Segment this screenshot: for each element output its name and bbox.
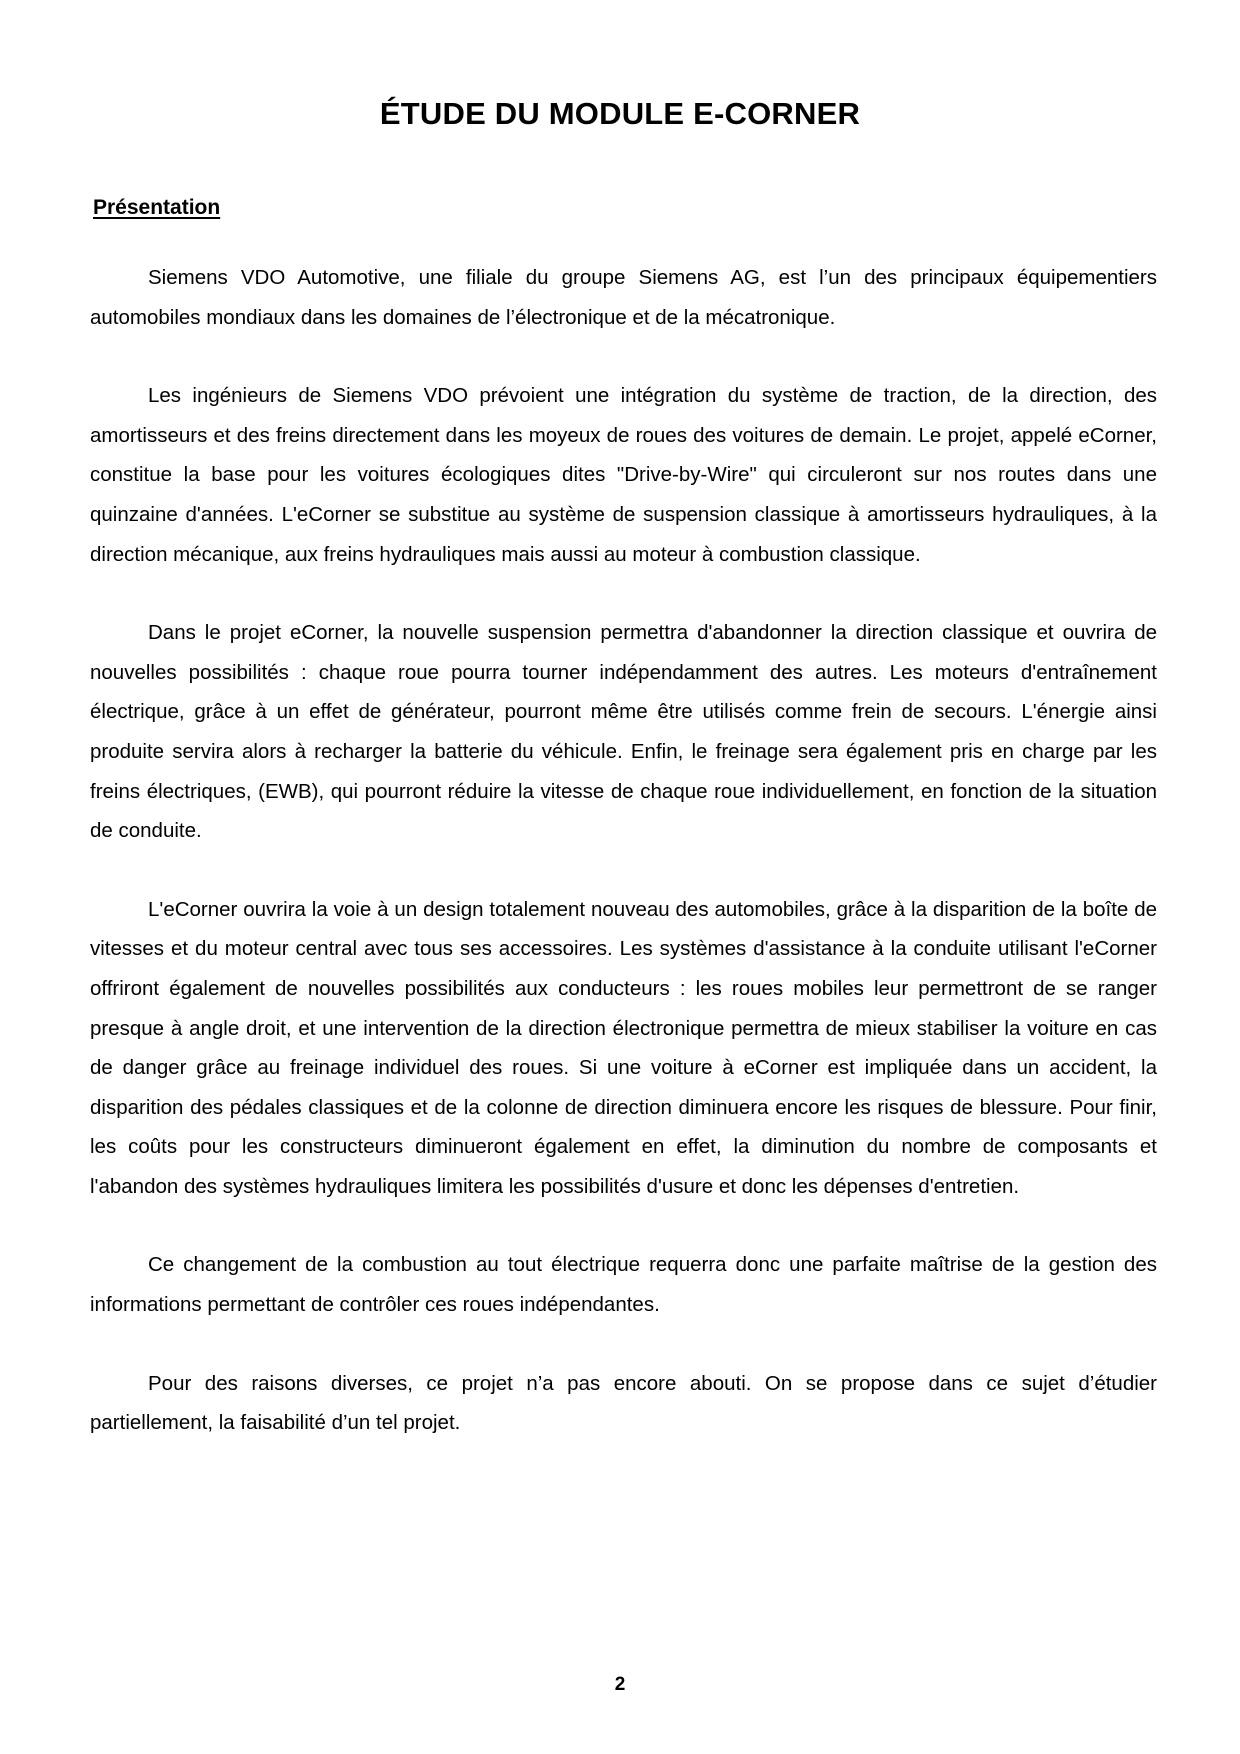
paragraph-2: Les ingénieurs de Siemens VDO prévoient une intégration du système de traction, de la direction, des amortisseurs et des freins directement dans les moyeux de roues des voitures de demain. Le projet, appelé eCorner, constitue la base pour les voitures écologiques dites "Drive-by-Wire" qui circuleront sur nos routes dans une quinzaine d'années. L'eCorner se substitue au système de suspension classique à amortisseurs hydrauliques, à la direction mécanique, aux freins hydrauliques mais aussi au moteur à combustion classique.: [90, 384, 1157, 566]
page-title: ÉTUDE DU MODULE E-CORNER: [379, 96, 861, 131]
paragraph-4: L'eCorner ouvrira la voie à un design totalement nouveau des automobiles, grâce à la disparition de la boîte de vitesses et du moteur central avec tous ses accessoires. Les systèmes d'assistance à la conduite utilisant l'eCorner offriront également de nouvelles possibilités aux conducteurs : les roues mobiles leur permettront de se ranger presque à angle droit, et une intervention de la direction électronique permettra de mieux stabiliser la voiture en cas de danger grâce au freinage individuel des roues. Si une voiture à eCorner est impliquée dans un accident, la disparition des pédales classiques et de la colonne de direction diminuera encore les risques de blessure. Pour finir, les coûts pour les constructeurs diminueront également en effet, la diminution du nombre de composants et l'abandon des systèmes hydrauliques limitera les possibilités d'usure et donc les dépenses d'entretien.: [90, 897, 1157, 1198]
page-number: 2: [614, 1674, 626, 1695]
section-heading: Présentation: [93, 196, 221, 219]
paragraph-6: Pour des raisons diverses, ce projet n’a pas encore abouti. On se propose dans ce sujet d’étudier partiellement, la faisabilité d’un tel projet.: [90, 1371, 1157, 1435]
paragraph-5: Ce changement de la combustion au tout électrique requerra donc une parfaite maîtrise de la gestion des informations permettant de contrôler ces roues indépendantes.: [90, 1253, 1157, 1317]
body-text: [90, 258, 1157, 1482]
paragraph-1: Siemens VDO Automotive, une filiale du groupe Siemens AG, est l’un des principaux équipementiers automobiles mondiaux dans les domaines de l’électronique et de la mécatronique.: [90, 266, 1157, 329]
paragraph-3: Dans le projet eCorner, la nouvelle suspension permettra d'abandonner la direction classique et ouvrira de nouvelles possibilités : chaque roue pourra tourner indépendamment des autres. Les moteurs d'entraînement électrique, grâce à un effet de générateur, pourront même être utilisés comme frein de secours. L'énergie ainsi produite servira alors à recharger la batterie du véhicule. Enfin, le freinage sera également pris en charge par les freins électriques, (EWB), qui pourront réduire la vitesse de chaque roue individuellement, en fonction de la situation de conduite.: [90, 621, 1157, 843]
